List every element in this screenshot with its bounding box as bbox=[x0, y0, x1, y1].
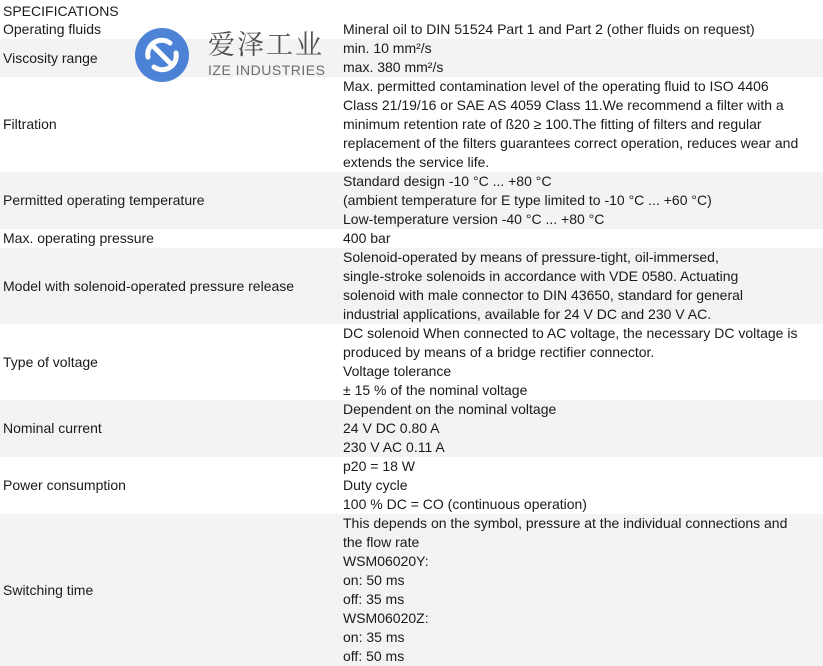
spec-value-line: (ambient temperature for E type limited to -10 °C ... +60 °C) bbox=[343, 192, 712, 208]
spec-value-line: minimum retention rate of ß20 ≥ 100.The fitting of filters and regular bbox=[343, 116, 762, 132]
spec-value-line: on: 50 ms bbox=[343, 572, 405, 588]
spec-value-line: 24 V DC 0.80 A bbox=[343, 420, 440, 436]
spec-value-line: on: 35 ms bbox=[343, 629, 405, 645]
spec-row bbox=[0, 514, 823, 666]
spec-value-line: the flow rate bbox=[343, 534, 420, 550]
spec-value-line: Class 21/19/16 or SAE AS 4059 Class 11.We recommend a filter with a bbox=[343, 97, 784, 113]
spec-value bbox=[343, 77, 821, 172]
logo-icon bbox=[134, 27, 190, 83]
spec-label: Type of voltage bbox=[3, 353, 98, 370]
page-title: SPECIFICATIONS bbox=[3, 3, 119, 19]
spec-row bbox=[0, 77, 823, 172]
spec-value-line: min. 10 mm²/s bbox=[343, 40, 432, 56]
watermark-logo bbox=[134, 24, 334, 86]
spec-value-line: Voltage tolerance bbox=[343, 363, 452, 379]
spec-row bbox=[0, 229, 823, 248]
logo-text-en: IZE INDUSTRIES bbox=[208, 62, 326, 78]
spec-value-line: Dependent on the nominal voltage bbox=[343, 401, 557, 417]
spec-label: Operating fluids bbox=[3, 21, 102, 37]
spec-value-line: Low-temperature version -40 °C ... +80 °C bbox=[343, 211, 605, 227]
spec-label: Viscosity range bbox=[3, 49, 98, 66]
spec-value bbox=[343, 248, 821, 324]
spec-row bbox=[0, 20, 823, 39]
spec-value-line: DC solenoid When connected to AC voltage, the necessary DC voltage is bbox=[343, 325, 798, 341]
spec-value-line: Standard design -10 °C ... +80 °C bbox=[343, 173, 552, 189]
spec-value-line: 400 bar bbox=[343, 230, 391, 246]
spec-value bbox=[343, 172, 821, 229]
spec-value bbox=[343, 514, 821, 666]
spec-row bbox=[0, 248, 823, 324]
spec-value bbox=[343, 457, 821, 514]
spec-label: Permitted operating temperature bbox=[3, 192, 205, 208]
spec-value-line: 100 % DC = CO (continuous operation) bbox=[343, 496, 587, 512]
spec-value-line: Solenoid-operated by means of pressure-tight, oil-immersed, bbox=[343, 249, 719, 265]
spec-value bbox=[343, 400, 821, 457]
spec-value-line: produced by means of a bridge rectifier connector. bbox=[343, 344, 655, 360]
spec-value-line: Mineral oil to DIN 51524 Part 1 and Part 2 (other fluids on request) bbox=[343, 21, 755, 37]
logo-text-cn: 爱泽工业 bbox=[208, 30, 324, 61]
spec-value-line: Duty cycle bbox=[343, 477, 408, 493]
spec-value-line: This depends on the symbol, pressure at the individual connections and bbox=[343, 515, 788, 531]
spec-value bbox=[343, 39, 821, 77]
spec-value-line: off: 35 ms bbox=[343, 591, 405, 607]
spec-value-line: WSM06020Y: bbox=[343, 553, 429, 569]
spec-value-line: Max. permitted contamination level of the operating fluid to ISO 4406 bbox=[343, 78, 769, 94]
spec-row bbox=[0, 172, 823, 229]
spec-value bbox=[343, 324, 821, 400]
spec-row bbox=[0, 324, 823, 400]
spec-value-line: industrial applications, available for 24 V DC and 230 V AC. bbox=[343, 306, 712, 322]
spec-value-line: solenoid with male connector to DIN 43650, standard for general bbox=[343, 287, 744, 303]
spec-value-line: max. 380 mm²/s bbox=[343, 59, 444, 75]
spec-label: Max. operating pressure bbox=[3, 230, 154, 246]
spec-label: Power consumption bbox=[3, 477, 126, 493]
spec-label: Model with solenoid-operated pressure release bbox=[3, 277, 295, 294]
spec-row bbox=[0, 457, 823, 514]
spec-value-line: WSM06020Z: bbox=[343, 610, 429, 626]
spec-label: Switching time bbox=[3, 581, 94, 598]
spec-value bbox=[343, 20, 821, 39]
spec-row bbox=[0, 39, 823, 77]
spec-value-line: p20 = 18 W bbox=[343, 458, 415, 474]
spec-value-line: 230 V AC 0.11 A bbox=[343, 439, 445, 455]
spec-value-line: replacement of the filters guarantees correct operation, reduces wear and bbox=[343, 135, 799, 151]
spec-value-line: off: 50 ms bbox=[343, 648, 405, 664]
spec-value bbox=[343, 229, 821, 248]
spec-value-line: extends the service life. bbox=[343, 154, 490, 170]
spec-label: Nominal current bbox=[3, 420, 102, 436]
spec-row bbox=[0, 400, 823, 457]
spec-label: Filtration bbox=[3, 116, 57, 132]
spec-value-line: single-stroke solenoids in accordance with VDE 0580. Actuating bbox=[343, 268, 739, 284]
spec-value-line: ± 15 % of the nominal voltage bbox=[343, 382, 528, 398]
